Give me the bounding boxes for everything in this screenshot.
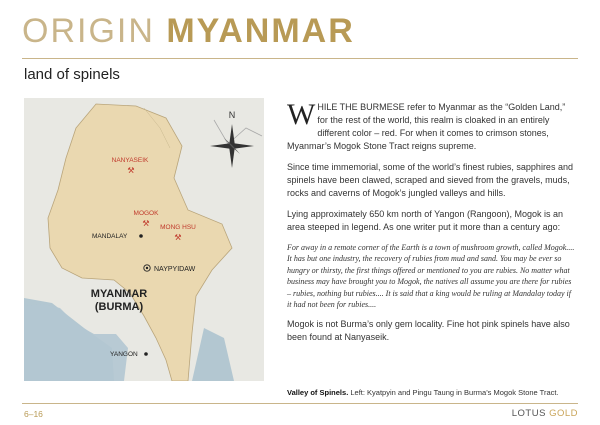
header-rule — [22, 58, 578, 59]
article-paragraph-4: Mogok is not Burma’s only gem locality. Fine hot pink spinels have also been found at Nanyaseik. — [287, 319, 570, 343]
page-subtitle: land of spinels — [24, 66, 120, 83]
brand-lotus: LOTUS — [511, 408, 546, 419]
caption-title: Valley of Spinels. — [287, 388, 349, 397]
title-country: MYANMAR — [166, 12, 355, 50]
paragraph-1-text: HILE THE BURMESE refer to Myanmar as the “Golden Land,” for the rest of the world, this realm is cloaked in an entirely different color – red. For when it comes to crimson stones, Myanmar’s Mogok Stone Tract reigns supreme. — [287, 102, 566, 151]
place-label-mandalay: MANDALAY — [92, 233, 128, 240]
country-label-line1: MYANMAR — [90, 288, 148, 300]
title-origin: ORIGIN — [22, 12, 155, 50]
place-label-yangon: YANGON — [110, 351, 138, 358]
mine-icon-nanyaseik: ⚒ — [127, 166, 135, 175]
place-label-nanyaseik: NANYASEIK — [111, 157, 149, 164]
brand-logo — [512, 408, 578, 419]
place-label-mong-hsu: MONG HSU — [160, 224, 196, 231]
page-title — [22, 14, 355, 48]
map-figure — [24, 98, 264, 381]
article-paragraph-3: Lying approximately 650 km north of Yangon (Rangoon), Mogok is an area steeped in legend. As one writer put it more than a century ago: — [287, 209, 563, 232]
city-dot-yangon — [144, 352, 148, 356]
article-body — [287, 98, 577, 352]
article-paragraph-1 — [287, 98, 577, 153]
article-paragraph-2: Since time immemorial, some of the world’s finest rubies, sapphires and spinels have been clawed, scraped and sieved from the gravels, muds, rocks and caverns of Mogok’s jungled valleys and hills. — [287, 162, 573, 198]
country-label-line2: (BURMA) — [94, 301, 144, 313]
page-number: 6–16 — [24, 409, 43, 419]
footer-rule — [22, 403, 578, 404]
image-caption — [287, 388, 577, 397]
myanmar-map — [24, 98, 264, 381]
compass-north-label: N — [228, 110, 236, 120]
mine-icon-mong-hsu: ⚒ — [174, 233, 182, 242]
historical-quote: For away in a remote corner of the Earth is a town of mushroom growth, called Mogok.... It has but one industry, the recovery of rubies from mud and sand. You may be ever so hungry or thirsty, the first things offered or mentioned to you are rubies. No matter what business may have brought you to Mogok, the natives all assume you are there for rubies – rubies, nothing but rubies.... It is said that a king would be ruling at Mandalay today if it had not been for rubies.... — [287, 243, 575, 310]
city-dot-mandalay — [139, 234, 143, 238]
place-label-mogok: MOGOK — [133, 210, 159, 217]
caption-text: Left: Kyatpyin and Pingu Taung in Burma’s Mogok Stone Tract. — [348, 388, 559, 397]
place-label-naypyidaw: NAYPYIDAW — [154, 266, 196, 273]
mine-icon-mogok: ⚒ — [142, 219, 150, 228]
drop-cap: W — [287, 98, 316, 131]
brand-gold: GOLD — [549, 408, 578, 419]
